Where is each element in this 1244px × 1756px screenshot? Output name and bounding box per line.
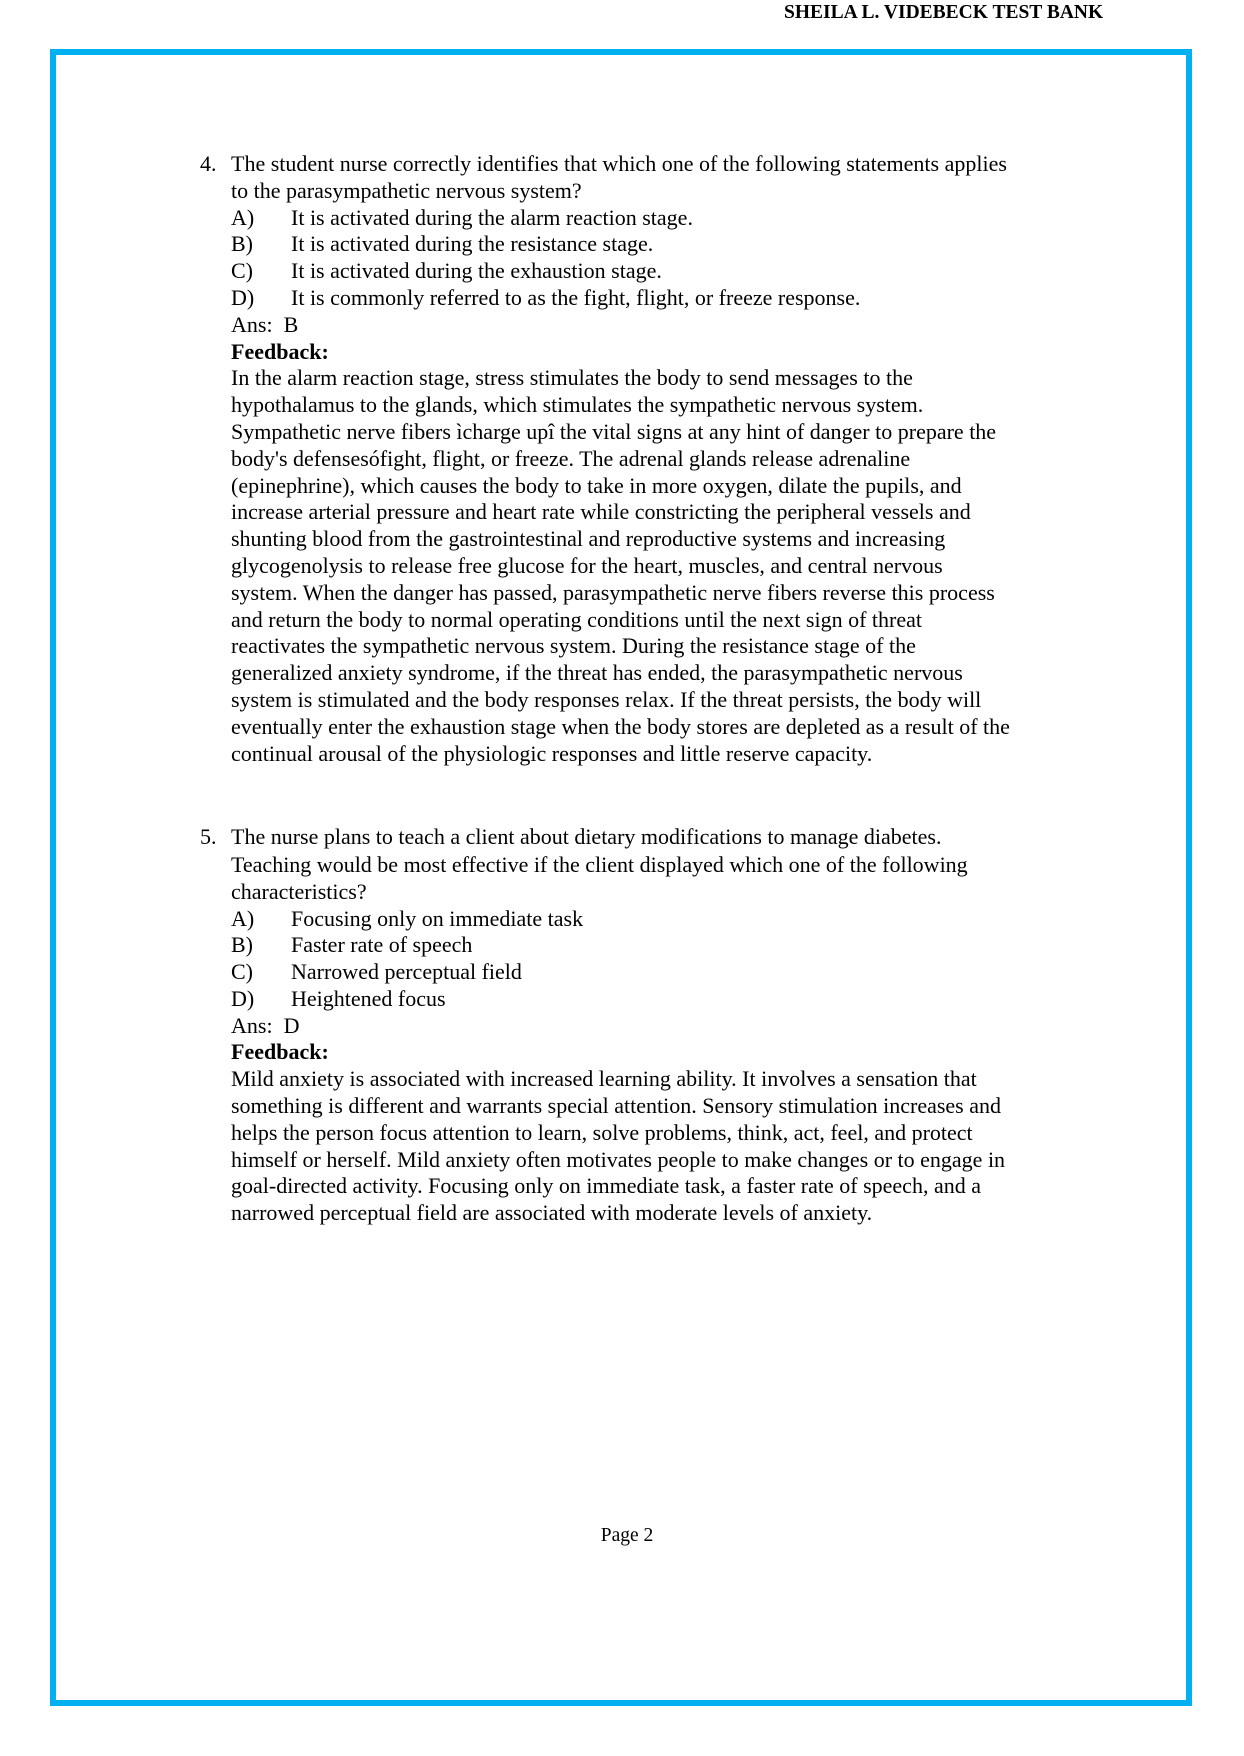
feedback-line: shunting blood from the gastrointestinal and reproductive systems and increasing	[231, 526, 946, 552]
question-number: 5.	[200, 824, 217, 849]
option-text: It is activated during the resistance stage.	[291, 231, 654, 257]
option-b	[231, 231, 1120, 258]
feedback-line: Mild anxiety is associated with increased learning ability. It involves a sensation that	[231, 1066, 977, 1092]
feedback-text	[200, 1066, 1120, 1227]
question-4	[200, 151, 1120, 767]
option-text: Narrowed perceptual field	[291, 959, 522, 985]
feedback-line: In the alarm reaction stage, stress stimulates the body to send messages to the	[231, 365, 913, 391]
feedback-line: and return the body to normal operating conditions until the next sign of threat	[231, 606, 923, 632]
question-stem	[200, 823, 1120, 906]
feedback-label: Feedback:	[231, 338, 329, 364]
feedback-line: system is stimulated and the body responses relax. If the threat persists, the body will	[231, 686, 982, 712]
feedback-line: narrowed perceptual field are associated with moderate levels of anxiety.	[231, 1200, 873, 1226]
feedback-line: hypothalamus to the glands, which stimulates the sympathetic nervous system.	[231, 392, 924, 418]
question-5	[200, 823, 1120, 1227]
feedback-line: helps the person focus attention to learn, solve problems, think, act, feel, and protect	[231, 1119, 973, 1145]
answer-line	[200, 1013, 1120, 1040]
option-letter: B)	[231, 231, 253, 257]
option-letter: A)	[231, 905, 255, 931]
feedback-line: glycogenolysis to release free glucose for the heart, muscles, and central nervous	[231, 552, 943, 578]
answer-options	[200, 906, 1120, 1013]
feedback-line: something is different and warrants special attention. Sensory stimulation increases and	[231, 1093, 1002, 1119]
stem-line: The student nurse correctly identifies that which one of the following statements applies	[231, 151, 1007, 176]
answer-label: Ans:	[231, 1012, 273, 1038]
feedback-line: reactivates the sympathetic nervous system. During the resistance stage of the	[231, 633, 916, 659]
feedback-line: himself or herself. Mild anxiety often motivates people to make changes or to engage in	[231, 1146, 1006, 1172]
option-letter: D)	[231, 284, 255, 310]
option-text: It is activated during the exhaustion stage.	[291, 258, 662, 284]
feedback-line: generalized anxiety syndrome, if the threat has ended, the parasympathetic nervous	[231, 660, 963, 686]
feedback-line: Sympathetic nerve fibers ìcharge upî the vital signs at any hint of danger to prepare the	[231, 418, 997, 444]
page-number: Page 2	[600, 1525, 654, 1546]
option-a	[231, 906, 1120, 933]
feedback-line: goal-directed activity. Focusing only on immediate task, a faster rate of speech, and a	[231, 1173, 981, 1199]
feedback-line: eventually enter the exhaustion stage when the body stores are depleted as a result of the	[231, 713, 1010, 739]
option-d	[231, 986, 1120, 1013]
option-letter: B)	[231, 932, 253, 958]
question-number: 4.	[200, 151, 217, 176]
feedback-label: Feedback:	[231, 1039, 329, 1065]
option-text: Focusing only on immediate task	[291, 905, 584, 931]
option-letter: C)	[231, 258, 253, 284]
answer-label: Ans:	[231, 311, 273, 337]
feedback-text	[200, 365, 1120, 767]
question-stem	[200, 151, 1120, 205]
answer-options	[200, 205, 1120, 312]
option-d	[231, 285, 1120, 312]
option-text: It is commonly referred to as the fight, flight, or freeze response.	[291, 284, 861, 310]
feedback-line: continual arousal of the physiologic responses and little reserve capacity.	[231, 740, 873, 766]
answer-value: B	[283, 311, 299, 337]
feedback-line: system. When the danger has passed, parasympathetic nerve fibers reverse this process	[231, 579, 995, 605]
option-c	[231, 258, 1120, 285]
stem-line: The nurse plans to teach a client about dietary modifications to manage diabetes.	[231, 824, 942, 849]
feedback-line: (epinephrine), which causes the body to take in more oxygen, dilate the pupils, and	[231, 472, 962, 498]
feedback-line: increase arterial pressure and heart rate while constricting the peripheral vessels and	[231, 499, 971, 525]
option-letter: C)	[231, 959, 253, 985]
stem-line: characteristics?	[231, 879, 367, 904]
option-a	[231, 205, 1120, 232]
option-c	[231, 959, 1120, 986]
option-text: Faster rate of speech	[291, 932, 473, 958]
answer-value: D	[283, 1012, 300, 1038]
option-letter: D)	[231, 985, 255, 1011]
running-header: SHEILA L. VIDEBECK TEST BANK	[784, 2, 1104, 23]
option-text: Heightened focus	[291, 985, 446, 1011]
option-b	[231, 932, 1120, 959]
stem-line: Teaching would be most effective if the client displayed which one of the following	[231, 851, 968, 877]
option-letter: A)	[231, 204, 255, 230]
answer-line	[200, 312, 1120, 339]
stem-line: to the parasympathetic nervous system?	[231, 177, 582, 203]
option-text: It is activated during the alarm reaction stage.	[291, 204, 693, 230]
feedback-line: body's defensesófight, flight, or freeze. The adrenal glands release adrenaline	[231, 445, 911, 471]
